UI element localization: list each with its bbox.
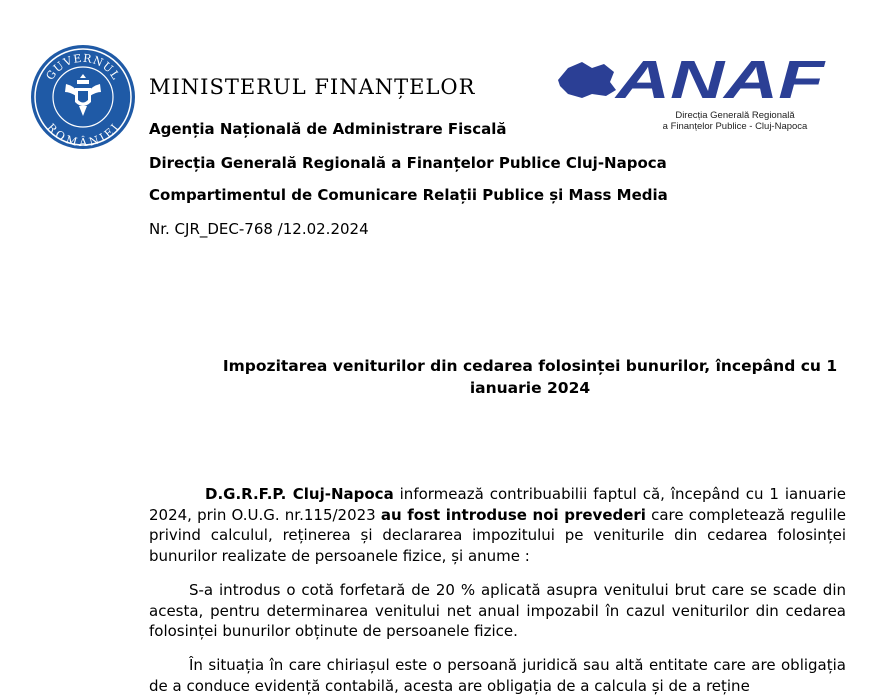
document-title: Impozitarea veniturilor din cedarea folosinței bunurilor, începând cu 1 ianuarie 2024 [222,357,838,397]
paragraph-intro: D.G.R.F.P. Cluj-Napoca informează contribuabilii faptul că, începând cu 1 ianuarie 2024, prin O.U.G. nr.115/2023 au fost introduse noi prevederi care completează regulile privind calculul, reținerea și declararea impozitului pe veniturile din cedarea folosinței bunurilor realizate de persoanele fizice, și anume : [149,485,847,565]
directorate-name: Direcția Generală Regională a Finanțelor Publice Cluj-Napoca [149,154,667,172]
paragraph-legal-entity: În situația în care chiriașul este o persoană juridică sau altă entitate care are obligația de a conduce evidență contabilă, acesta are obligația de a calcula și de a reține [149,656,846,695]
svg-text:ROMÂNIEI: ROMÂNIEI [44,121,122,150]
anaf-logo-text: ANAF [613,52,827,104]
svg-text:GUVERNUL: GUVERNUL [43,51,123,83]
reference-number: Nr. CJR_DEC-768 /12.02.2024 [149,220,369,238]
agency-name: Agenția Națională de Administrare Fiscală [149,120,507,138]
ministry-title: MINISTERUL FINANȚELOR [149,75,476,99]
anaf-logo [556,52,828,104]
anaf-logo-subtitle: Direcția Generală Regională a Finanțelor Publice - Cluj-Napoca [662,110,808,132]
department-name: Compartimentul de Comunicare Relații Publice și Mass Media [149,186,668,204]
romania-map-icon [558,62,616,98]
government-seal-logo [30,44,136,150]
paragraph-flat-rate: S-a introdus o cotă forfetară de 20 % aplicată asupra venitului brut care se scade din acesta, pentru determinarea venitului net anual impozabil în cazul veniturilor din cedarea folosinței bunurilor obținute de persoanele fizice. [149,581,846,640]
